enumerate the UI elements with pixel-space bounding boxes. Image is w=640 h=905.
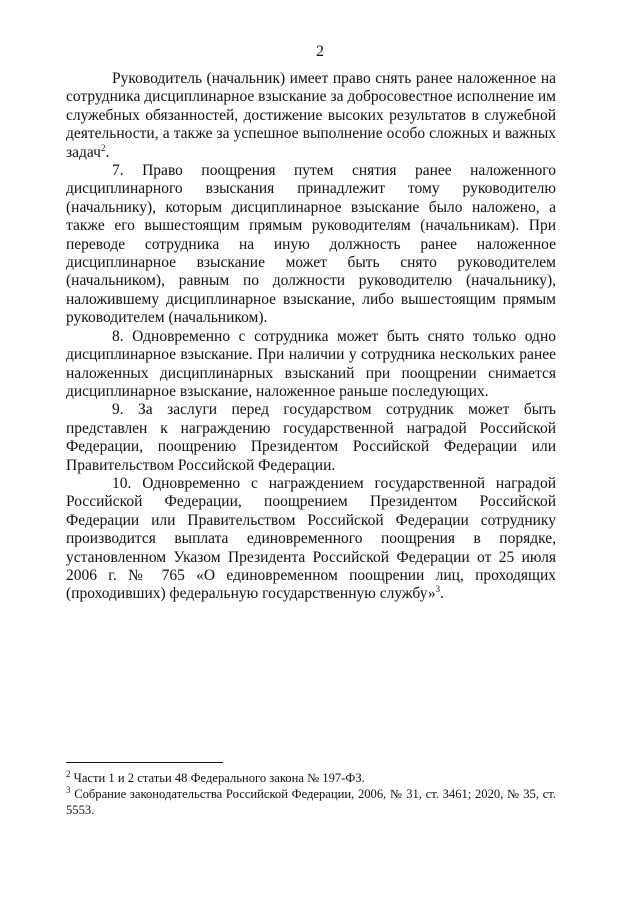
paragraph-text: 8. Одновременно с сотрудника может быть снято только одно дисциплинарное взыскание. При наличии у сотрудника нескольких ранее наложенных дисциплинарных взысканий при поощрении снимается дисциплинарное взыскание, наложенное раньше последующих. — [66, 327, 556, 400]
footnote-number: 2 — [66, 768, 71, 779]
footnote-reference: 2 — [100, 142, 106, 153]
paragraph-tail: . — [105, 143, 110, 161]
paragraph-item-7 — [66, 162, 556, 328]
footnote-number: 3 — [66, 784, 71, 795]
paragraph-item-8 — [66, 328, 556, 402]
paragraph-item-9 — [66, 401, 556, 475]
paragraph-text: 7. Право поощрения путем снятия ранее наложенного дисциплинарного взыскания принадлежит тому руководителю (начальнику), которым дисциплинарное взыскание было наложено, а также его вышестоящим прямым руководителям (начальникам). При переводе сотрудника на иную должность ранее наложенное дисциплинарное взыскание может быть снято руководителем (начальником), равным по должности руководителю (начальнику), наложившему дисциплинарное взыскание, либо вышестоящим прямым руководителем (начальником). — [66, 162, 556, 327]
footnote-reference: 3 — [435, 584, 441, 595]
document-body — [66, 70, 556, 604]
paragraph-text: Руководитель (начальник) имеет право снять ранее наложенное на сотрудника дисциплинарное взыскание за добросовестное исполнение им служебных обязанностей, достижение высоких результатов в служебной деятельности, а также за успешное выполнение особо сложных и важных задач — [66, 70, 556, 161]
footnote-2 — [66, 770, 556, 786]
page-number: 2 — [316, 43, 324, 60]
footnote-text: Собрание законодательства Российской Федерации, 2006, № 31, ст. 3461; 2020, № 35, ст. 5553. — [66, 787, 556, 817]
paragraph-text: 9. За заслуги перед государством сотрудник может быть представлен к награждению государственной наградой Российской Федерации, поощрению Президентом Российской Федерации или Правительством Российской Федерации. — [66, 401, 556, 474]
paragraph-item-10 — [66, 475, 556, 604]
footnotes — [66, 770, 556, 818]
paragraph-text: 10. Одновременно с награждением государственной наградой Российской Федерации, поощрением Президентом Российской Федерации или Правительством Российской Федерации сотруднику производится выплата единовременного поощрения в порядке, установленном Указом Президента Российской Федерации от 25 июля 2006 г. № 765 «О единовременном поощрении лиц, проходящих (проходивших) федеральную государственную службу» — [66, 474, 556, 603]
footnote-text: Части 1 и 2 статьи 48 Федерального закона № 197-ФЗ. — [73, 771, 365, 785]
footnote-divider — [66, 762, 223, 763]
footnote-3 — [66, 786, 556, 818]
paragraph-remove-penalty-right — [66, 70, 556, 162]
paragraph-tail: . — [440, 585, 444, 603]
